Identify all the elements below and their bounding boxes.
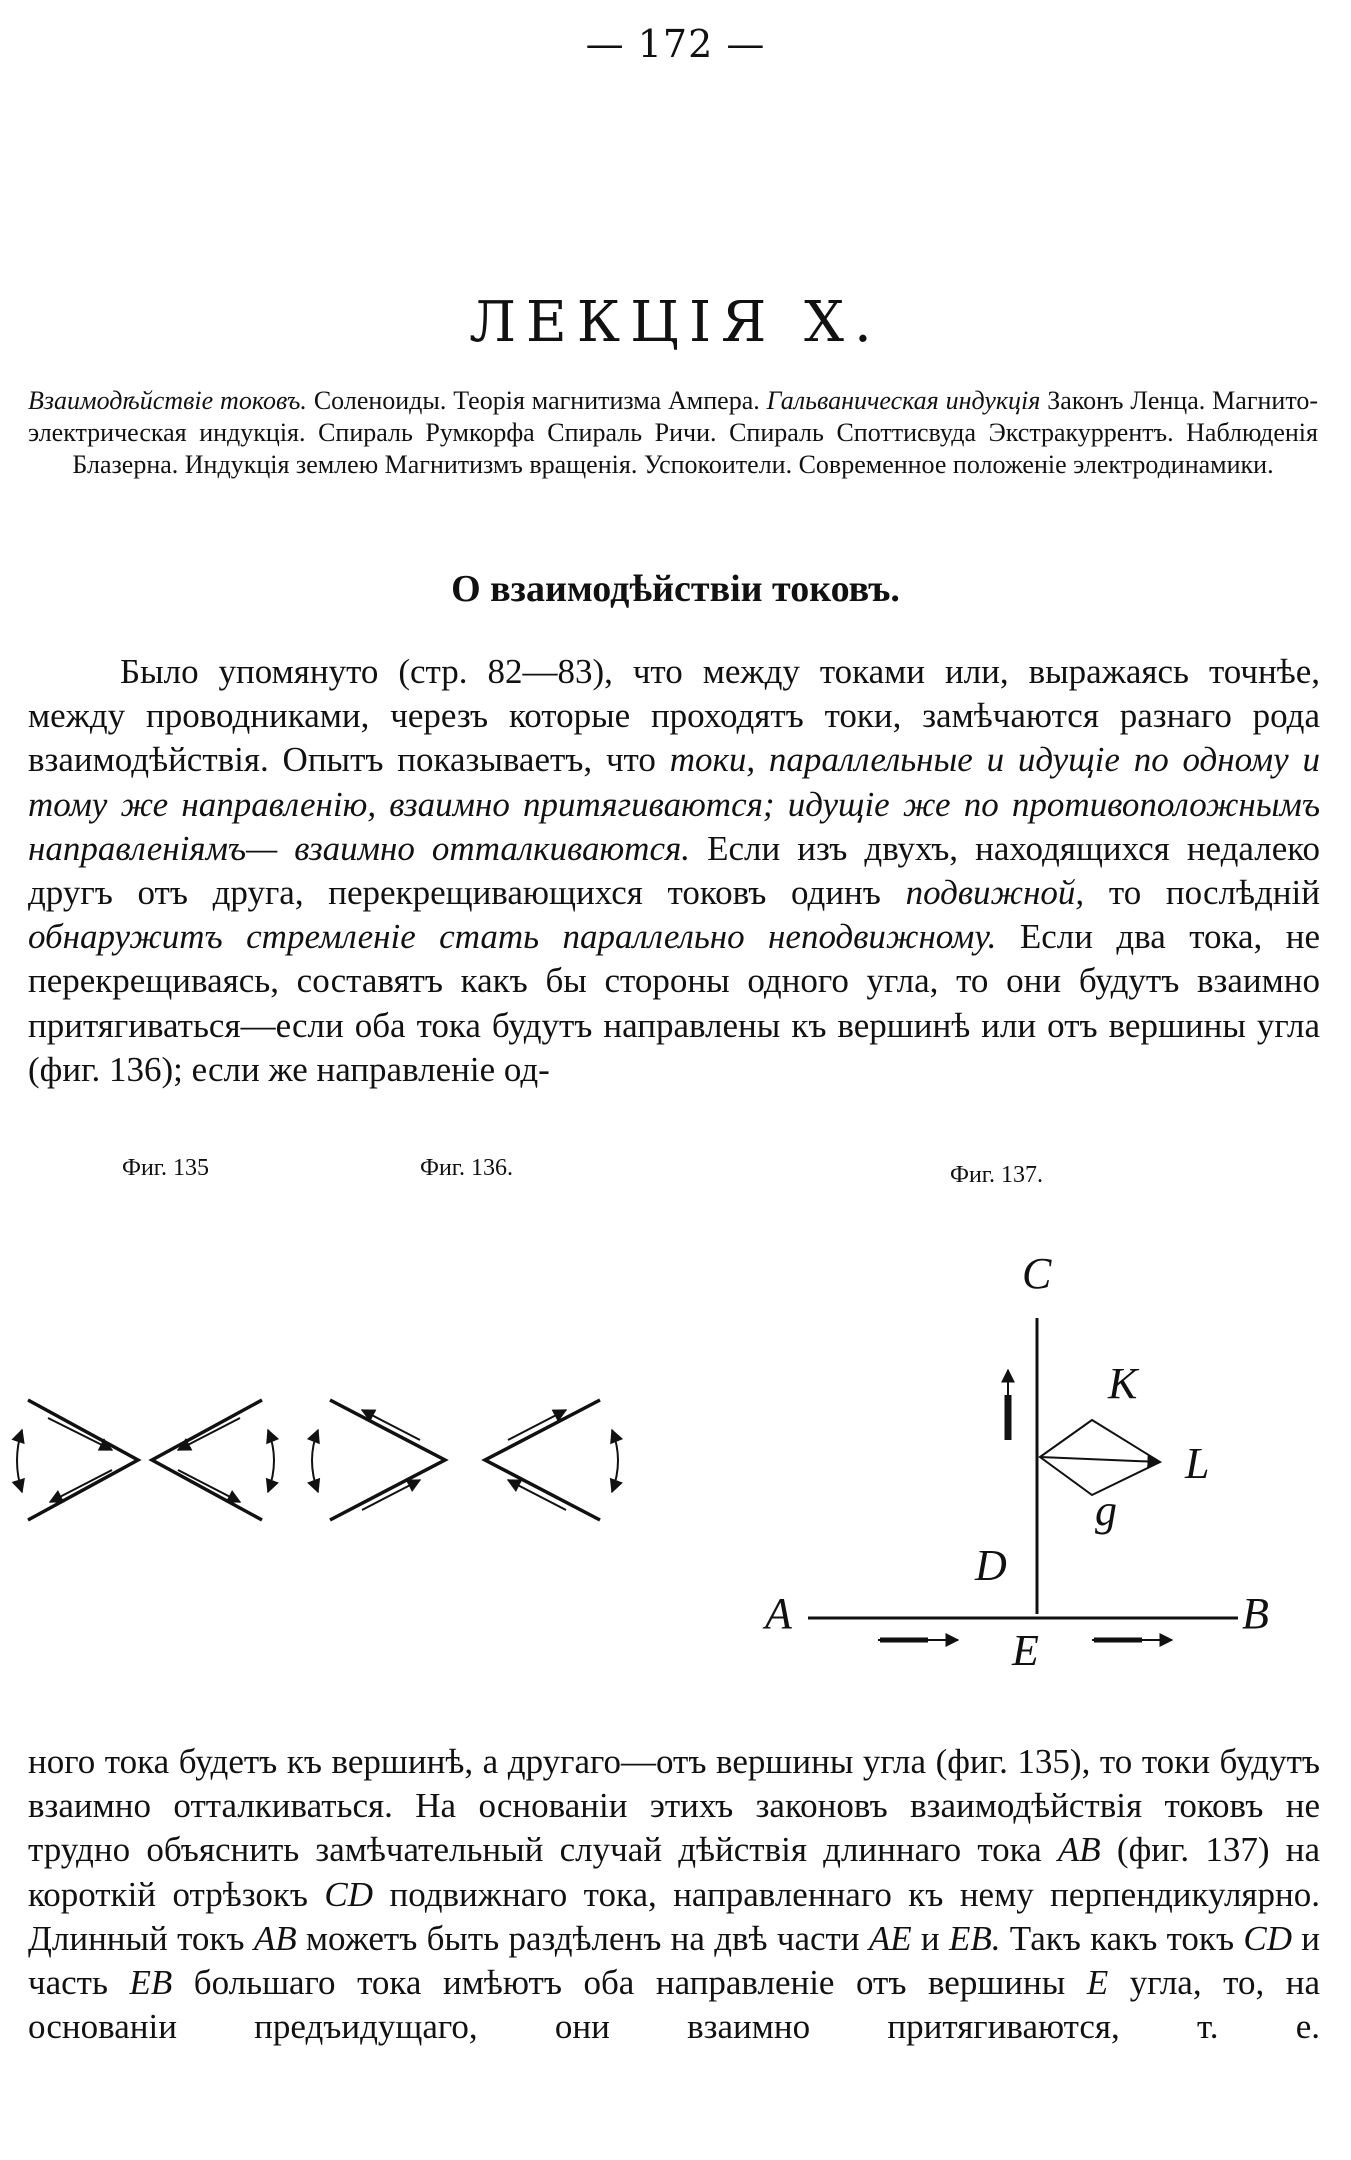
letter-k: K	[1108, 1359, 1138, 1408]
p2-text-3: подвижнаго тока, направленнаго къ нему перпендикулярно. Длинный токъ	[28, 1874, 1320, 1958]
p2-italic-6: CD	[1243, 1918, 1292, 1958]
fig137-letters	[762, 1249, 1269, 1675]
p1-italic-2: подвижной,	[905, 873, 1085, 913]
fig136-diagram	[312, 1400, 618, 1520]
p2-text-5: и	[911, 1918, 949, 1958]
fig136-label: Фиг. 136.	[420, 1155, 513, 1181]
p1-italic-3: обнаружитъ стремленіе стать параллельно неподвижному.	[28, 917, 997, 957]
paragraph-2	[28, 1740, 1320, 2049]
p2-italic-7: EB	[129, 1963, 173, 2003]
p2-text-6: Такъ какъ токъ	[1000, 1918, 1244, 1958]
letter-l: L	[1185, 1439, 1210, 1488]
letter-d: D	[975, 1541, 1007, 1590]
letter-a: A	[765, 1589, 792, 1638]
p2-italic-3: AB	[253, 1918, 297, 1958]
p2-italic-8: E	[1086, 1963, 1109, 2003]
paragraph-1	[28, 650, 1320, 1092]
p2-text-9: угла, то, на основаніи предъидущаго, они взаимно притягиваются, т. е.	[28, 1963, 1321, 2047]
p1-italic-1: токи, параллельные и идущіе по одному и тому же направленію, взаимно притягиваются; идущіе же по противоположнымъ направленіямъ— взаимно отталкиваются.	[28, 740, 1320, 868]
summary-text-4: Законъ Ленца. Магнито-электрическая индукція. Спираль Румкорфа Спираль Ричи. Спираль Споттисвуда Экстракуррентъ. Наблюденія Блазерна. Индукція землею Магнитизмъ вращенія. Успокоители. Современное положеніе электродинамики.	[28, 386, 1318, 479]
fig137-label: Фиг. 137.	[950, 1162, 1043, 1188]
summary-italic-1: Взаимодѣйствіе токовъ.	[28, 386, 307, 415]
lecture-title: ЛЕКЦІЯ X.	[469, 290, 882, 355]
figures-illustration	[0, 1180, 1351, 1700]
summary-italic-3: Гальваническая индукція	[766, 386, 1041, 415]
letter-b: B	[1242, 1589, 1269, 1638]
p2-text-7: и часть	[28, 1918, 1320, 2003]
p2-text-4: можетъ быть раздѣленъ на двѣ части	[296, 1918, 869, 1958]
fig135-diagram	[17, 1400, 274, 1520]
p2-italic-5: EB.	[948, 1918, 1001, 1958]
p1-text-3: то послѣдній	[1084, 873, 1320, 913]
p1-text-1: Было упомянуто (стр. 82—83), что между токами или, выражаясь точнѣе, между проводниками, черезъ которые проходятъ токи, замѣчаются разнаго рода взаимодѣйствія. Опытъ показываетъ, что	[28, 652, 1320, 780]
p2-italic-1: AB	[1057, 1830, 1101, 1870]
p2-text-8: большаго тока имѣютъ оба направленіе отъ вершины	[172, 1963, 1087, 2003]
p2-text-1: ного тока будетъ къ вершинѣ, а другаго—отъ вершины угла (фиг. 135), то токи будутъ взаимно отталкиваться. На основаніи этихъ законовъ взаимодѣйствія токовъ не трудно объяснить замѣчательный случай дѣйствія длиннаго тока	[28, 1742, 1320, 1870]
p2-italic-2: CD	[324, 1874, 374, 1914]
fig135-label: Фиг. 135	[122, 1155, 209, 1181]
p2-text-2: (фиг. 137) на короткій отрѣзокъ	[28, 1830, 1320, 1914]
section-heading: О взаимодѣйствіи токовъ.	[451, 568, 900, 610]
p2-italic-4: AE	[868, 1918, 912, 1958]
p1-text-2: Если изъ двухъ, находящихся недалеко другъ отъ друга, перекрещивающихся токовъ одинъ	[28, 828, 1320, 913]
lecture-summary	[28, 385, 1318, 481]
page-number: — 172 —	[585, 22, 766, 66]
letter-g: g	[1095, 1486, 1117, 1535]
p1-text-4: Если два тока, не перекрещиваясь, составятъ какъ бы стороны одного угла, то они будутъ взаимно притягиваться—если оба тока будутъ направлены къ вершинѣ или отъ вершины угла (фиг. 136); если же направленіе од-	[28, 917, 1320, 1089]
letter-c: C	[1022, 1249, 1052, 1298]
summary-text-2: Соленоиды. Теорія магнитизма Ампера.	[306, 386, 767, 415]
letter-e: E	[1012, 1626, 1039, 1675]
fig137-diagram	[808, 1318, 1238, 1640]
